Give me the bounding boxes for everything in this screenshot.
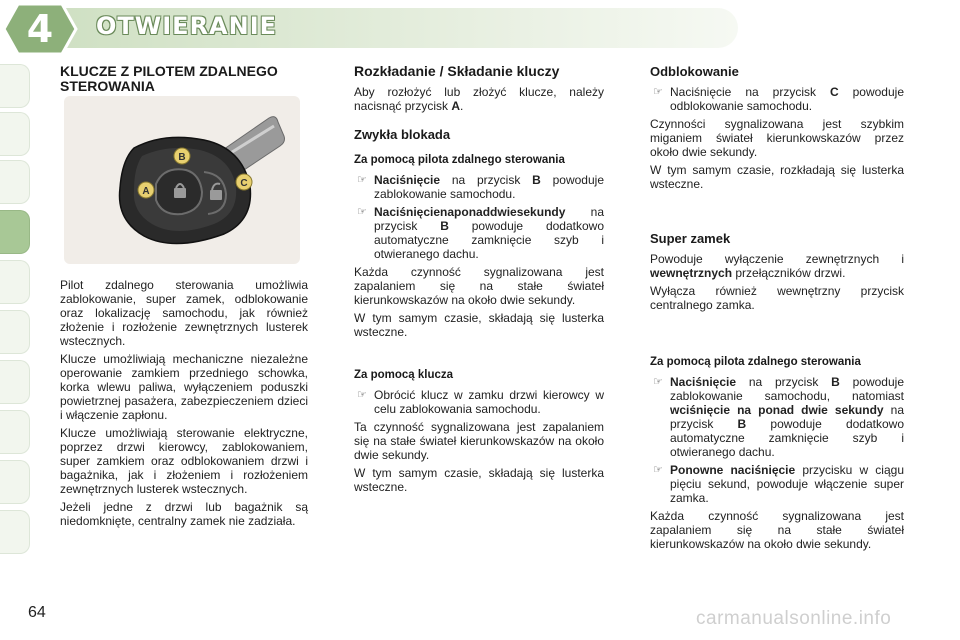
list-item: ☞ Naciśnięcienaponaddwiesekundy na przycisk B powoduje dodatkowo automatyczne zamknięcie szyb i otwieranego dachu. <box>357 205 605 261</box>
page-title: OTWIERANIE <box>96 12 278 40</box>
paragraph: Każda czynność sygnalizowana jest zapalaniem się na stałe świateł kierunkowskazów na około dwie sekundy. <box>354 265 604 307</box>
paragraph: Powoduje wyłączenie zewnętrznych i wewnętrznych przełączników drzwi. <box>650 252 904 280</box>
list-item: ☞ Naciśnięcie na przycisk B powoduje zablokowanie samochodu, natomiast wciśnięcie na ponad dwie sekundy na przycisk B powoduje dodatkowo automatyczne zamknięcie szyb i otwieranego dachu. <box>653 375 904 459</box>
chapter-tab[interactable] <box>0 260 30 304</box>
chapter-badge <box>0 0 80 58</box>
list-item: ☞ Naciśnięcie na przycisk B powoduje zablokowanie samochodu. <box>357 173 604 201</box>
key-label-c-text: C <box>240 178 248 189</box>
paragraph: Ta czynność sygnalizowana jest zapalaniem się na stałe świateł kierunkowskazów na około dwie sekundy. <box>354 420 604 462</box>
chapter-tabs <box>0 0 32 640</box>
watermark: carmanualsonline.info <box>696 608 892 629</box>
chapter-tab[interactable] <box>0 64 30 108</box>
list-item: ☞ Obrócić klucz w zamku drzwi kierowcy w celu zablokowania samochodu. <box>357 388 604 416</box>
column-unlocking <box>650 64 904 555</box>
method-heading: Za pomocą klucza <box>354 369 454 381</box>
paragraph: Każda czynność sygnalizowana jest zapalaniem się na stałe świateł kierunkowskazów na około dwie sekundy. <box>650 509 904 551</box>
paragraph: Wyłącza również wewnętrzny przycisk centralnego zamka. <box>650 284 904 312</box>
pointer-icon: ☞ <box>357 206 367 218</box>
paragraph: Czynności sygnalizowana jest szybkim miganiem świateł kierunkowskazów przez około dwie sekundy. <box>650 117 904 159</box>
pointer-icon: ☞ <box>653 464 663 476</box>
paragraph: Pilot zdalnego sterowania umożliwia zablokowanie, super zamek, odblokowanie oraz lokalizację samochodu, jak również złożenie i rozłożenie zewnętrznych lusterek wstecznych. <box>60 278 308 348</box>
key-label-a-text: A <box>142 186 150 197</box>
remote-key-illustration <box>64 96 300 264</box>
page-number: 64 <box>28 604 46 621</box>
section-heading: Super zamek <box>650 231 731 246</box>
method-heading: Za pomocą pilota zdalnego sterowania <box>650 356 861 368</box>
list-item: ☞ Naciśnięcie na przycisk C powoduje odblokowanie samochodu. <box>653 85 904 113</box>
column-keys-text <box>60 278 308 532</box>
subsection-heading: Zwykła blokada <box>354 127 451 142</box>
paragraph: Jeżeli jedne z drzwi lub bagażnik są niedomknięte, centralny zamek nie zadziała. <box>60 500 308 528</box>
chapter-number: 4 <box>26 7 54 51</box>
list-item: ☞ Ponowne naciśnięcie przycisku w ciągu pięciu sekund, powoduje włączenie super zamka. <box>653 463 904 505</box>
column-folding-locking <box>354 64 604 498</box>
chapter-tab-active[interactable] <box>0 210 30 254</box>
section-heading: Rozkładanie / Składanie kluczy <box>354 63 560 79</box>
method-heading: Za pomocą pilota zdalnego sterowania <box>354 154 565 166</box>
key-label-a <box>138 182 154 198</box>
chapter-tab[interactable] <box>0 410 30 454</box>
paragraph: W tym samym czasie, składają się lusterka wsteczne. <box>354 311 604 339</box>
pointer-icon: ☞ <box>653 376 663 388</box>
paragraph: Aby rozłożyć lub złożyć klucze, należy nacisnąć przycisk A. <box>354 85 604 113</box>
chapter-tab[interactable] <box>0 160 30 204</box>
paragraph: W tym samym czasie, składają się lusterka wsteczne. <box>354 466 604 494</box>
pointer-icon: ☞ <box>653 86 663 98</box>
key-label-b <box>174 148 190 164</box>
pointer-icon: ☞ <box>357 389 367 401</box>
chapter-tab[interactable] <box>0 112 30 156</box>
column-keys <box>60 64 310 100</box>
paragraph: Klucze umożliwiają sterowanie elektryczne, poprzez drzwi kierowcy, zablokowaniem, super zamkiem oraz odblokowaniem drzwi i bagażnika, jak i złożeniem i rozłożeniem zewnętrznych lusterek wstecznych. <box>60 426 308 496</box>
key-label-c <box>236 174 252 190</box>
chapter-tab[interactable] <box>0 360 30 404</box>
chapter-tab[interactable] <box>0 310 30 354</box>
paragraph: Klucze umożliwiają mechaniczne niezależne operowanie zamkiem przedniego schowka, korka wlewu paliwa, wyłączeniem poduszki powietrznej pasażera, zabezpieczeniem dzieci i włączenie zapłonu. <box>60 352 308 422</box>
chapter-tab[interactable] <box>0 510 30 554</box>
remote-key-photo <box>64 96 300 264</box>
paragraph: W tym samym czasie, rozkładają się lusterka wsteczne. <box>650 163 904 191</box>
key-label-b-text: B <box>178 152 186 163</box>
chapter-tab[interactable] <box>0 460 30 504</box>
pointer-icon: ☞ <box>357 174 367 186</box>
section-heading: Odblokowanie <box>650 64 739 79</box>
section-heading: KLUCZE Z PILOTEM ZDALNEGO STEROWANIA <box>60 63 278 94</box>
